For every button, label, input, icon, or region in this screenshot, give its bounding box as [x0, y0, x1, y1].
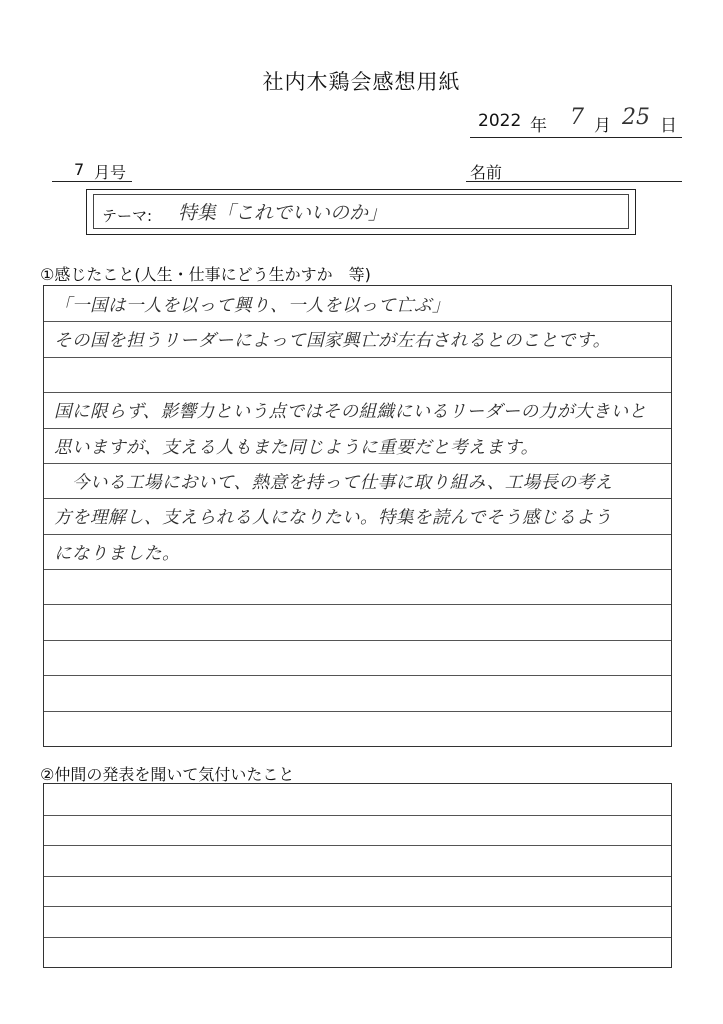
handwritten-line: 思いますが、支える人もまた同じように重要だと考えます。 [54, 437, 539, 458]
date-year-unit: 年 [530, 116, 547, 136]
name-field [466, 157, 682, 182]
ruled-line [44, 428, 671, 429]
ruled-line [44, 604, 671, 605]
ruled-line [44, 463, 671, 464]
ruled-line [44, 937, 671, 938]
date-month-unit: 月 [594, 116, 611, 136]
ruled-line [44, 675, 671, 676]
date-field [470, 107, 682, 138]
date-day-unit: 日 [660, 116, 677, 136]
handwritten-line: 今いる工場において、熱意を持って仕事に取り組み、工場長の考え [54, 472, 613, 493]
section1-heading: ①感じたこと(人生・仕事にどう生かすか 等) [40, 265, 371, 284]
handwritten-line: 国に限らず、影響力という点ではその組織にいるリーダーの力が大きいと [54, 402, 647, 423]
handwritten-line: その国を担うリーダーによって国家興亡が左右されるとのことです。 [54, 331, 611, 352]
theme-value: 特集「これでいいのか」 [178, 202, 388, 224]
theme-box [86, 189, 636, 235]
handwritten-line: 方を理解し、支えられる人になりたい。特集を読んでそう感じるよう [54, 508, 612, 529]
ruled-line [44, 845, 671, 846]
theme-label: テーマ: [102, 207, 153, 225]
handwritten-line: 「一国は一人を以って興り、一人を以って亡ぶ」 [54, 296, 450, 316]
issue-label: 月号 [94, 163, 127, 182]
ruled-line [44, 321, 671, 322]
ruled-line [44, 392, 671, 393]
ruled-line [44, 534, 671, 535]
ruled-line [44, 815, 671, 816]
theme-inner-frame [93, 194, 629, 229]
section2-heading: ②仲間の発表を聞いて気付いたこと [40, 765, 295, 784]
ruled-line [44, 906, 671, 907]
issue-number: 7 [74, 160, 85, 179]
ruled-line [44, 640, 671, 641]
ruled-line [44, 711, 671, 712]
form-title: 社内木鶏会感想用紙 [262, 70, 461, 94]
ruled-line [44, 357, 671, 358]
date-day: 25 [622, 105, 650, 130]
date-year: 2022 [478, 111, 522, 131]
ruled-line [44, 876, 671, 877]
name-label: 名前 [470, 163, 503, 182]
ruled-line [44, 569, 671, 570]
ruled-line [44, 498, 671, 499]
issue-field [52, 157, 132, 182]
handwritten-line: になりました。 [54, 543, 180, 564]
section1-lined-box [43, 285, 672, 747]
date-month: 7 [570, 105, 584, 130]
section2-lined-box [43, 783, 672, 968]
